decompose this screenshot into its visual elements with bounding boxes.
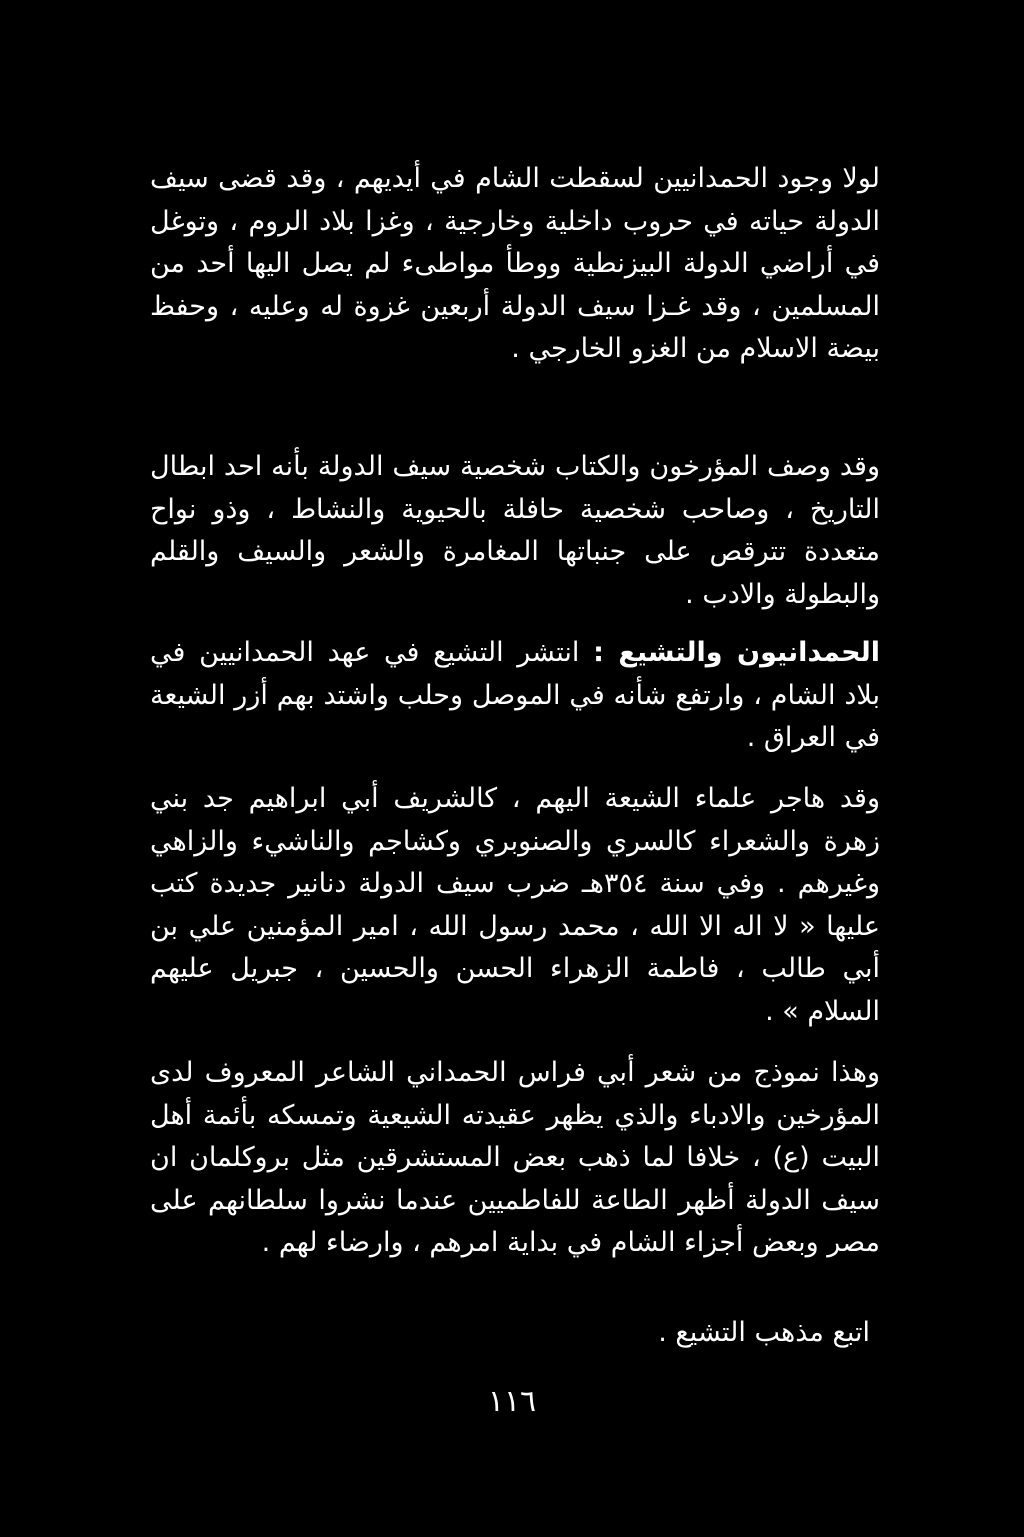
paragraph-scholars xyxy=(150,778,880,1033)
paragraph-text: وهذا نموذج من شعر أبي فراس الحمداني الشاعر المعروف لدى المؤرخين والادباء والذي يظهر عقيدته الشيعية وتمسكه بأئمة أهل البيت (ع) ، خلافا لما ذهب بعض المستشرقين مثل بروكلمان ان سيف الدولة أظهر الطاعة للفاطميين عندما نشروا سلطانهم على مصر وبعض أجزاء الشام في بداية امرهم ، وارضاء لهم . xyxy=(150,1057,880,1258)
paragraph-shiism-section xyxy=(150,632,880,760)
paragraph-text: وقد هاجر علماء الشيعة اليهم ، كالشريف أبي ابراهيم جد بني زهرة والشعراء كالسري والصنوبري وكشاجم والناشيء والزاهي وغيرهم . وفي سنة ٣٥٤هـ ضرب سيف الدولة دنانير جديدة كتب عليها « لا اله الا الله ، محمد رسول الله ، امير المؤمنين علي بن أبي طالب ، فاطمة الزهراء الحسن والحسين ، جبريل عليهم السلام » . xyxy=(150,783,880,1027)
paragraph-text: وقد وصف المؤرخون والكتاب شخصية سيف الدولة بأنه احد ابطال التاريخ ، وصاحب شخصية حافلة بالحيوية والنشاط ، وذو نواح متعددة تترقص على جنباتها المغامرة والشعر والسيف والقلم والبطولة والادب . xyxy=(150,451,880,610)
section-body: انتشر التشيع في عهد الحمدانيين في بلاد الشام ، وارتفع شأنه في الموصل وحلب واشتد بهم أزر الشيعة في العراق . xyxy=(150,637,880,753)
paragraph-text xyxy=(150,632,880,760)
paragraph-text: اتبع مذهب التشيع . xyxy=(658,1317,870,1348)
section-heading: الحمدانيون والتشيع : xyxy=(593,637,880,668)
page-number: ١١٦ xyxy=(487,1384,537,1419)
paragraph-poet xyxy=(150,1052,880,1265)
paragraph-closing xyxy=(150,1312,870,1355)
paragraph-text: لولا وجود الحمدانيين لسقطت الشام في أيديهم ، وقد قضى سيف الدولة حياته في حروب داخلية وخارجية ، وغزا بلاد الروم ، وتوغل في أراضي الدولة البيزنطية ووطأ مواطىء لم يصل اليها أحد من المسلمين ، وقد غـزا سيف الدولة أربعين غزوة له وعليه ، وحفظ بيضة الاسلام من الغزو الخارجي . xyxy=(150,163,880,364)
paragraph-description xyxy=(150,446,880,616)
paragraph-intro xyxy=(150,158,880,371)
